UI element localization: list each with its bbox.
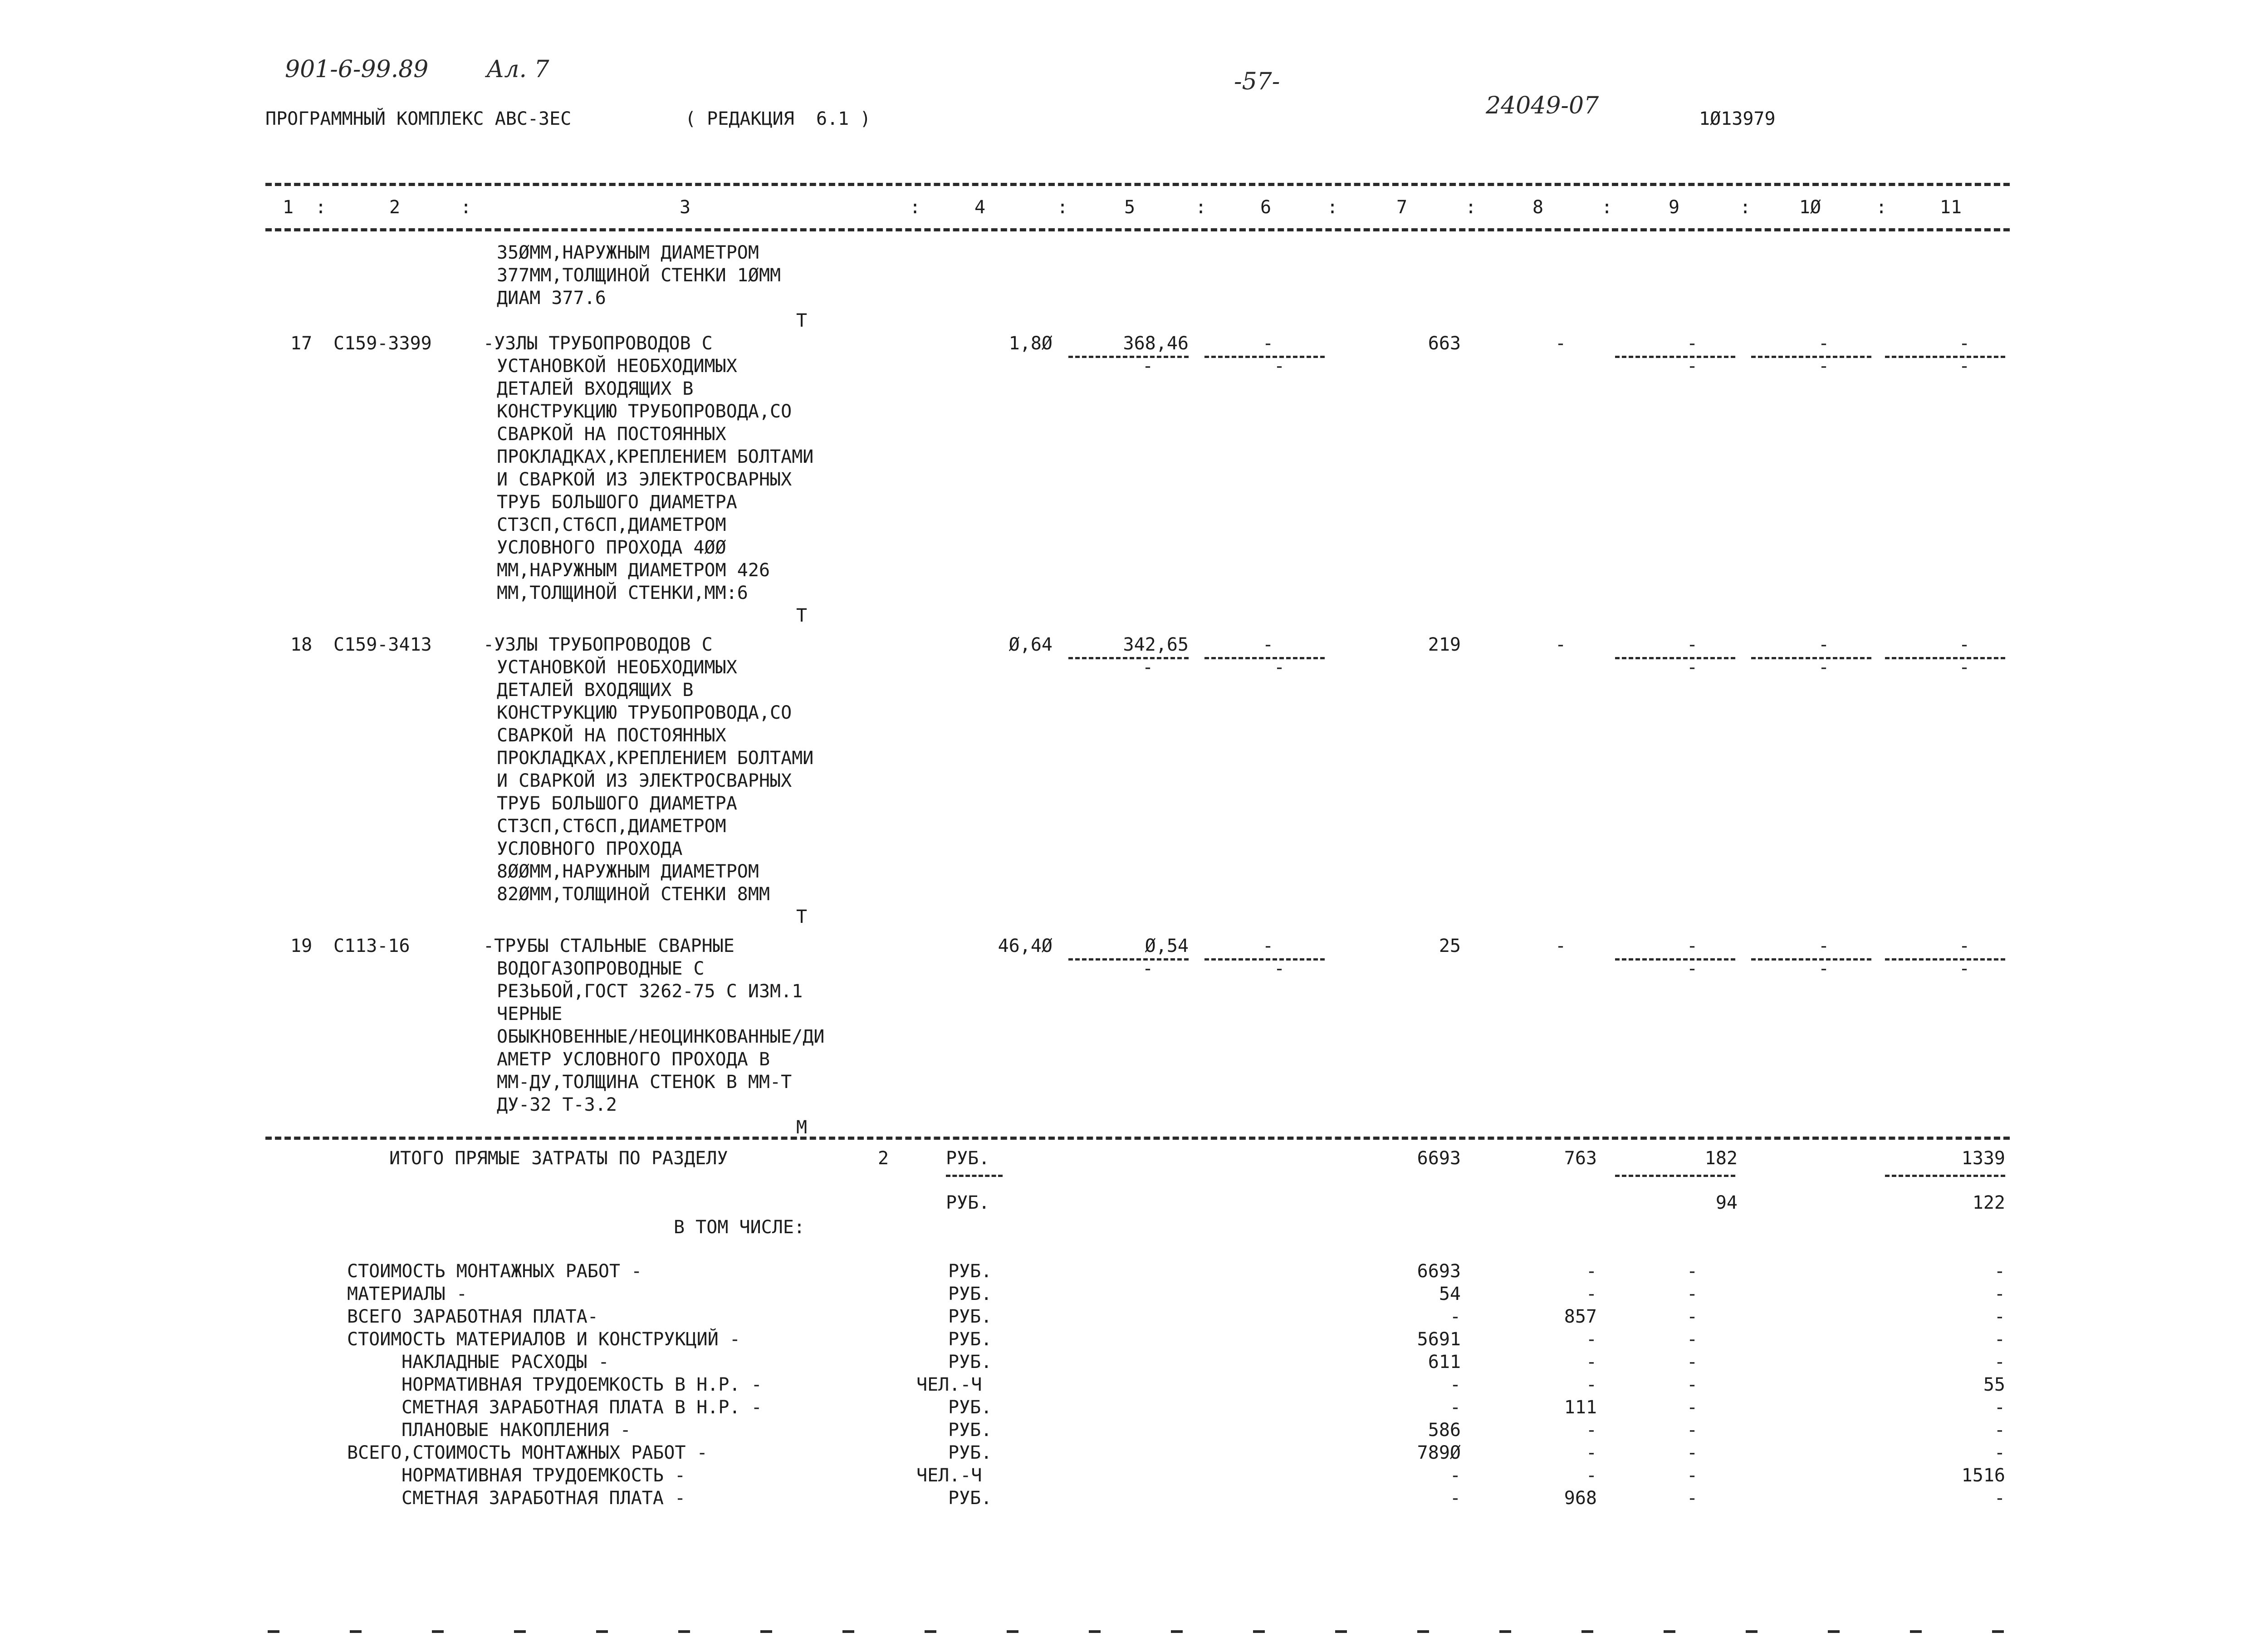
breakdown-label: СМЕТНАЯ ЗАРАБОТНАЯ ПЛАТА - — [401, 1488, 686, 1509]
breakdown-unit: ЧЕЛ.-Ч — [916, 1465, 982, 1486]
breakdown-label: СТОИМОСТЬ МАТЕРИАЛОВ И КОНСТРУКЦИЙ - — [347, 1329, 740, 1350]
breakdown-col9: - — [1686, 1374, 1698, 1395]
bottom-dash — [1417, 1630, 1429, 1633]
item-col6: - — [1262, 333, 1274, 354]
column-separator: : — [1601, 197, 1613, 218]
item-sub-rule — [1204, 958, 1325, 961]
totals-col11-rule — [1885, 1175, 2005, 1177]
breakdown-col9: - — [1686, 1329, 1698, 1350]
item-col11-sub: - — [1958, 958, 1970, 979]
item-code: С159-3413 — [333, 634, 432, 655]
item-col9-sub: - — [1686, 657, 1698, 678]
bottom-dash — [1828, 1630, 1840, 1633]
item-col9: - — [1686, 333, 1698, 354]
item-description-line: ПРОКЛАДКАХ,КРЕПЛЕНИЕМ БОЛТАМИ — [497, 446, 814, 467]
breakdown-unit: РУБ. — [948, 1442, 992, 1463]
item-description-line: И СВАРКОЙ ИЗ ЭЛЕКТРОСВАРНЫХ — [497, 469, 792, 490]
breakdown-unit: РУБ. — [948, 1306, 992, 1327]
item-description-line: УСТАНОВКОЙ НЕОБХОДИМЫХ — [497, 356, 737, 377]
breakdown-col9: - — [1686, 1261, 1698, 1282]
column-separator: : — [460, 197, 472, 218]
column-number-11: 11 — [1939, 197, 1962, 218]
breakdown-unit: РУБ. — [948, 1284, 992, 1304]
item-sub-rule — [1615, 657, 1735, 659]
item-description-line: ЧЕРНЫЕ — [497, 1004, 563, 1025]
column-number-5: 5 — [1124, 197, 1136, 218]
column-separator: : — [1740, 197, 1751, 218]
item-total-cost: 219 — [1428, 634, 1461, 655]
breakdown-col11: - — [1994, 1284, 2005, 1304]
item-quantity: 46,4Ø — [998, 936, 1053, 956]
bottom-dash — [596, 1630, 608, 1633]
breakdown-col9: - — [1686, 1352, 1698, 1373]
item-description-line: КОНСТРУКЦИЮ ТРУБОПРОВОДА,СО — [497, 702, 792, 723]
breakdown-col7: - — [1449, 1397, 1461, 1418]
item-description-line: ДЕТАЛЕЙ ВХОДЯЩИХ В — [497, 378, 694, 399]
breakdown-label: НОРМАТИВНАЯ ТРУДОЕМКОСТЬ - — [401, 1465, 686, 1486]
handwritten-order-number: 24049-07 — [1486, 92, 1599, 119]
continuation-line: 35ØММ,НАРУЖНЫМ ДИАМЕТРОМ — [497, 242, 759, 263]
item-sub-rule — [1068, 356, 1189, 358]
item-col9-sub: - — [1686, 356, 1698, 377]
item-description-line: -УЗЛЫ ТРУБОПРОВОДОВ С — [483, 333, 713, 354]
handwritten-doc-code: 901-6-99.89 — [285, 56, 429, 83]
totals-col11: 1339 — [1961, 1148, 2005, 1169]
breakdown-col9: - — [1686, 1397, 1698, 1418]
bottom-dash — [925, 1630, 936, 1633]
column-number-6: 6 — [1260, 197, 1272, 218]
column-separator: : — [1876, 197, 1887, 218]
item-sub-rule — [1885, 958, 2005, 961]
column-separator: : — [910, 197, 921, 218]
totals-unit-2: РУБ. — [946, 1192, 990, 1213]
item-col6: - — [1262, 634, 1274, 655]
column-number-4: 4 — [974, 197, 986, 218]
column-separator: : — [1465, 197, 1477, 218]
item-col10: - — [1818, 936, 1830, 956]
item-unit-price: 342,65 — [1123, 634, 1189, 655]
column-number-8: 8 — [1532, 197, 1544, 218]
column-number-7: 7 — [1396, 197, 1408, 218]
program-title: ПРОГРАММНЫЙ КОМПЛЕКС АВС-ЗЕС — [265, 108, 572, 129]
breakdown-col8: - — [1586, 1352, 1597, 1373]
item-sub-rule — [1068, 657, 1189, 659]
breakdown-col9: - — [1686, 1420, 1698, 1441]
totals-col9: 182 — [1704, 1148, 1738, 1169]
breakdown-col7: - — [1449, 1306, 1461, 1327]
breakdown-col7: - — [1449, 1374, 1461, 1395]
breakdown-unit: РУБ. — [948, 1261, 992, 1282]
breakdown-col8: - — [1586, 1465, 1597, 1486]
item-description-line: УСТАНОВКОЙ НЕОБХОДИМЫХ — [497, 657, 737, 678]
item-col8: - — [1555, 936, 1567, 956]
bottom-dash — [350, 1630, 362, 1633]
breakdown-col8: - — [1586, 1261, 1597, 1282]
item-quantity: 1,8Ø — [1009, 333, 1053, 354]
item-col9-sub: - — [1686, 958, 1698, 979]
totals-col7: 6693 — [1417, 1148, 1461, 1169]
header-rule-bottom — [265, 228, 2010, 231]
item-description-line: ММ,НАРУЖНЫМ ДИАМЕТРОМ 426 — [497, 560, 770, 581]
item-unit: Т — [796, 605, 808, 626]
bottom-dash — [1171, 1630, 1183, 1633]
breakdown-label: ВСЕГО ЗАРАБОТНАЯ ПЛАТА- — [347, 1306, 598, 1327]
breakdown-col11: - — [1994, 1442, 2005, 1463]
item-description-line: И СВАРКОЙ ИЗ ЭЛЕКТРОСВАРНЫХ — [497, 770, 792, 791]
bottom-dash — [1910, 1630, 1922, 1633]
document-id: 1Ø13979 — [1699, 108, 1776, 129]
breakdown-unit: РУБ. — [948, 1488, 992, 1509]
breakdown-col11: - — [1994, 1352, 2005, 1373]
totals-col9-second: 94 — [1715, 1192, 1738, 1213]
breakdown-label: НОРМАТИВНАЯ ТРУДОЕМКОСТЬ В Н.Р. - — [401, 1374, 762, 1395]
breakdown-label: МАТЕРИАЛЫ - — [347, 1284, 467, 1304]
breakdown-col9: - — [1686, 1442, 1698, 1463]
breakdown-unit: РУБ. — [948, 1329, 992, 1350]
continuation-line: ДИАМ 377.6 — [497, 288, 606, 309]
breakdown-col7: 54 — [1439, 1284, 1461, 1304]
item-col11-sub: - — [1958, 657, 1970, 678]
item-description-line: СВАРКОЙ НА ПОСТОЯННЫХ — [497, 424, 726, 445]
bottom-dash — [1992, 1630, 2004, 1633]
handwritten-sheet: Ал. 7 — [486, 56, 549, 83]
item-col11: - — [1958, 333, 1970, 354]
item-description-line: ОБЫКНОВЕННЫЕ/НЕОЦИНКОВАННЫЕ/ДИ — [497, 1026, 825, 1047]
item-description-line: -УЗЛЫ ТРУБОПРОВОДОВ С — [483, 634, 713, 655]
item-sub-rule — [1615, 356, 1735, 358]
item-quantity: Ø,64 — [1009, 634, 1053, 655]
totals-col11-second: 122 — [1972, 1192, 2005, 1213]
breakdown-label: ВСЕГО,СТОИМОСТЬ МОНТАЖНЫХ РАБОТ - — [347, 1442, 708, 1463]
breakdown-col7: 789Ø — [1417, 1442, 1461, 1463]
item-col6-sub: - — [1273, 657, 1285, 678]
breakdown-col7: 586 — [1428, 1420, 1461, 1441]
item-description-line: СТЗСП,СТ6СП,ДИАМЕТРОМ — [497, 816, 726, 837]
breakdown-col9: - — [1686, 1284, 1698, 1304]
breakdown-unit: РУБ. — [948, 1397, 992, 1418]
item-description-line: УСЛОВНОГО ПРОХОДА 4ØØ — [497, 537, 726, 558]
item-unit-price: Ø,54 — [1145, 936, 1189, 956]
column-number-10: 1Ø — [1799, 197, 1821, 218]
item-col10-sub: - — [1818, 657, 1830, 678]
item-number: 18 — [290, 634, 313, 655]
item-sub-rule — [1885, 657, 2005, 659]
program-edition: ( РЕДАКЦИЯ 6.1 ) — [685, 108, 871, 129]
totals-unit: РУБ. — [946, 1148, 990, 1169]
totals-rule — [265, 1137, 2010, 1140]
item-code: С159-3399 — [333, 333, 432, 354]
item-unit: Т — [796, 907, 808, 927]
bottom-dash — [268, 1630, 279, 1633]
breakdown-col11: - — [1994, 1306, 2005, 1327]
totals-label: ИТОГО ПРЯМЫЕ ЗАТРАТЫ ПО РАЗДЕЛУ — [389, 1148, 728, 1169]
item-col10: - — [1818, 634, 1830, 655]
breakdown-col11: - — [1994, 1329, 2005, 1350]
bottom-dash — [1253, 1630, 1265, 1633]
item-col8: - — [1555, 333, 1567, 354]
item-col5-sub: - — [1142, 356, 1154, 377]
item-description-line: 82ØММ,ТОЛЩИНОЙ СТЕНКИ 8ММ — [497, 884, 770, 905]
bottom-dash — [432, 1630, 444, 1633]
item-unit-price: 368,46 — [1123, 333, 1189, 354]
column-number-2: 2 — [389, 197, 401, 218]
item-col11: - — [1958, 936, 1970, 956]
totals-col8: 763 — [1564, 1148, 1597, 1169]
totals-unit-rule — [946, 1175, 1003, 1177]
item-description-line: ММ-ДУ,ТОЛЩИНА СТЕНОК В ММ-Т — [497, 1072, 792, 1093]
item-description-line: КОНСТРУКЦИЮ ТРУБОПРОВОДА,СО — [497, 401, 792, 422]
item-col10-sub: - — [1818, 958, 1830, 979]
including-label: В ТОМ ЧИСЛЕ: — [674, 1217, 805, 1238]
column-number-3: 3 — [679, 197, 691, 218]
item-col6: - — [1262, 936, 1274, 956]
item-col10-sub: - — [1818, 356, 1830, 377]
breakdown-col8: - — [1586, 1442, 1597, 1463]
breakdown-col8: - — [1586, 1329, 1597, 1350]
breakdown-label: НАКЛАДНЫЕ РАСХОДЫ - — [401, 1352, 609, 1373]
item-description-line: АМЕТР УСЛОВНОГО ПРОХОДА В — [497, 1049, 770, 1070]
column-number-1: 1 — [282, 197, 294, 218]
item-sub-rule — [1615, 958, 1735, 961]
breakdown-col11: 1516 — [1961, 1465, 2005, 1486]
item-total-cost: 663 — [1428, 333, 1461, 354]
column-number-9: 9 — [1668, 197, 1680, 218]
bottom-dash — [1007, 1630, 1018, 1633]
breakdown-col11: - — [1994, 1261, 2005, 1282]
item-description-line: ПРОКЛАДКАХ,КРЕПЛЕНИЕМ БОЛТАМИ — [497, 748, 814, 769]
breakdown-col8: 857 — [1564, 1306, 1597, 1327]
column-separator: : — [315, 197, 327, 218]
column-separator: : — [1195, 197, 1207, 218]
breakdown-col8: - — [1586, 1374, 1597, 1395]
breakdown-col7: 6693 — [1417, 1261, 1461, 1282]
breakdown-col11: - — [1994, 1420, 2005, 1441]
breakdown-unit: ЧЕЛ.-Ч — [916, 1374, 982, 1395]
item-sub-rule — [1885, 356, 2005, 358]
breakdown-col8: - — [1586, 1284, 1597, 1304]
breakdown-col7: 5691 — [1417, 1329, 1461, 1350]
item-description-line: ТРУБ БОЛЬШОГО ДИАМЕТРА — [497, 492, 737, 513]
breakdown-label: СМЕТНАЯ ЗАРАБОТНАЯ ПЛАТА В Н.Р. - — [401, 1397, 762, 1418]
item-col5-sub: - — [1142, 657, 1154, 678]
item-unit: М — [796, 1117, 808, 1138]
breakdown-col7: - — [1449, 1488, 1461, 1509]
item-col5-sub: - — [1142, 958, 1154, 979]
item-description-line: РЕЗЬБОЙ,ГОСТ 3262-75 С ИЗМ.1 — [497, 981, 803, 1002]
item-number: 17 — [290, 333, 313, 354]
bottom-dash — [760, 1630, 772, 1633]
bottom-dash — [1664, 1630, 1675, 1633]
breakdown-label: ПЛАНОВЫЕ НАКОПЛЕНИЯ - — [401, 1420, 631, 1441]
breakdown-unit: РУБ. — [948, 1420, 992, 1441]
item-description-line: УСЛОВНОГО ПРОХОДА — [497, 838, 683, 859]
item-sub-rule — [1204, 356, 1325, 358]
breakdown-col7: - — [1449, 1465, 1461, 1486]
breakdown-col11: 55 — [1983, 1374, 2005, 1395]
breakdown-label: СТОИМОСТЬ МОНТАЖНЫХ РАБОТ - — [347, 1261, 642, 1282]
totals-section: 2 — [878, 1148, 889, 1169]
item-col6-sub: - — [1273, 356, 1285, 377]
item-description-line: СВАРКОЙ НА ПОСТОЯННЫХ — [497, 725, 726, 746]
item-description-line: ММ,ТОЛЩИНОЙ СТЕНКИ,ММ:6 — [497, 583, 748, 603]
bottom-dash — [1499, 1630, 1511, 1633]
item-total-cost: 25 — [1439, 936, 1461, 956]
item-col10: - — [1818, 333, 1830, 354]
item-description-line: ВОДОГАЗОПРОВОДНЫЕ С — [497, 958, 705, 979]
item-col8: - — [1555, 634, 1567, 655]
continuation-unit: Т — [796, 310, 808, 331]
bottom-dash — [1581, 1630, 1593, 1633]
item-col11: - — [1958, 634, 1970, 655]
breakdown-col8: 968 — [1564, 1488, 1597, 1509]
bottom-dash — [1746, 1630, 1758, 1633]
breakdown-col8: - — [1586, 1420, 1597, 1441]
item-col9: - — [1686, 936, 1698, 956]
item-description-line: СТЗСП,СТ6СП,ДИАМЕТРОМ — [497, 515, 726, 535]
item-col9: - — [1686, 634, 1698, 655]
bottom-dash — [678, 1630, 690, 1633]
header-rule-top — [265, 183, 2010, 186]
item-description-line: ДУ-32 Т-3.2 — [497, 1094, 617, 1115]
item-code: С113-16 — [333, 936, 410, 956]
bottom-dash — [514, 1630, 526, 1633]
totals-col9-rule — [1615, 1175, 1735, 1177]
item-col6-sub: - — [1273, 958, 1285, 979]
breakdown-col11: - — [1994, 1397, 2005, 1418]
item-description-line: 8ØØММ,НАРУЖНЫМ ДИАМЕТРОМ — [497, 861, 759, 882]
item-description-line: ТРУБ БОЛЬШОГО ДИАМЕТРА — [497, 793, 737, 814]
bottom-dash — [1335, 1630, 1347, 1633]
item-sub-rule — [1068, 958, 1189, 961]
bottom-dash — [1089, 1630, 1101, 1633]
continuation-line: 377ММ,ТОЛЩИНОЙ СТЕНКИ 1ØММ — [497, 265, 781, 286]
item-col11-sub: - — [1958, 356, 1970, 377]
item-sub-rule — [1204, 657, 1325, 659]
breakdown-col11: - — [1994, 1488, 2005, 1509]
item-description-line: -ТРУБЫ СТАЛЬНЫЕ СВАРНЫЕ — [483, 936, 734, 956]
breakdown-col8: 111 — [1564, 1397, 1597, 1418]
item-description-line: ДЕТАЛЕЙ ВХОДЯЩИХ В — [497, 680, 694, 701]
handwritten-page-number: -57- — [1234, 68, 1280, 95]
breakdown-col9: - — [1686, 1465, 1698, 1486]
column-separator: : — [1327, 197, 1338, 218]
breakdown-unit: РУБ. — [948, 1352, 992, 1373]
item-number: 19 — [290, 936, 313, 956]
breakdown-col9: - — [1686, 1306, 1698, 1327]
bottom-dash — [842, 1630, 854, 1633]
column-separator: : — [1057, 197, 1068, 218]
breakdown-col7: 611 — [1428, 1352, 1461, 1373]
breakdown-col9: - — [1686, 1488, 1698, 1509]
